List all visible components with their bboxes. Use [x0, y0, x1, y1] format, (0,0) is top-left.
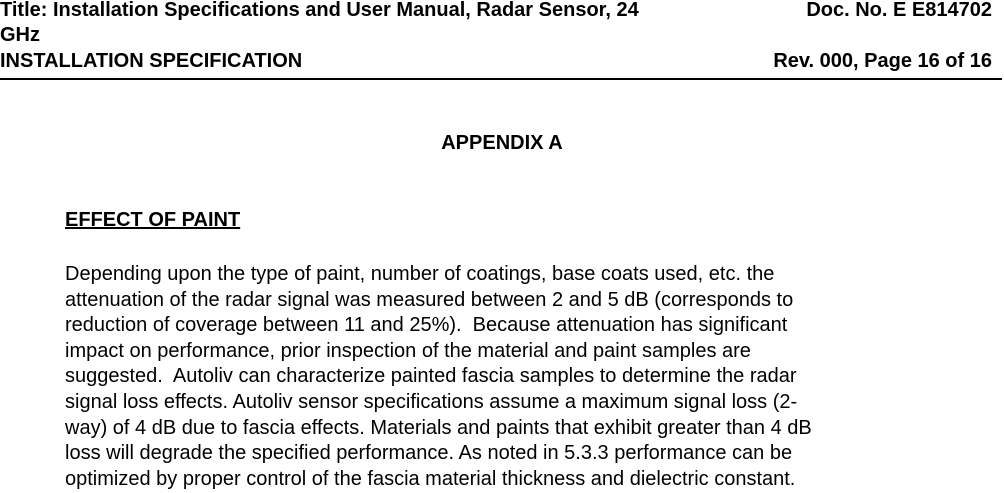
document-header — [0, 0, 1002, 80]
paragraph-line: optimized by proper control of the fascia material thickness and dielectric constant. — [65, 467, 796, 490]
paragraph-line: impact on performance, prior inspection of the material and paint samples are — [65, 339, 751, 362]
paragraph-line: way) of 4 dB due to fascia effects. Materials and paints that exhibit greater than 4 dB — [65, 416, 812, 439]
paragraph-line: Depending upon the type of paint, number of coatings, base coats used, etc. the — [65, 263, 775, 285]
paragraph-line: reduction of coverage between 11 and 25%). Because attenuation has significant — [65, 314, 788, 337]
document-title: Title: Installation Specifications and User Manual, Radar Sensor, 24 GHz — [0, 0, 639, 46]
document-section: INSTALLATION SPECIFICATION — [0, 50, 303, 72]
appendix-title: APPENDIX A — [441, 132, 563, 154]
paragraph-line: loss will degrade the specified performance. As noted in 5.3.3 performance can be — [65, 442, 793, 465]
paragraph-line: attenuation of the radar signal was measured between 2 and 5 dB (corresponds to — [65, 288, 794, 311]
paragraph-line: suggested. Autoliv can characterize painted fascia samples to determine the radar — [65, 365, 797, 388]
revision-page-number: Rev. 000, Page 16 of 16 — [773, 50, 992, 72]
section-heading: EFFECT OF PAINT — [65, 209, 241, 231]
body-paragraph — [65, 262, 985, 492]
document-number: Doc. No. E E814702 — [806, 0, 992, 21]
paragraph-line: signal loss effects. Autoliv sensor specifications assume a maximum signal loss (2- — [65, 390, 798, 413]
